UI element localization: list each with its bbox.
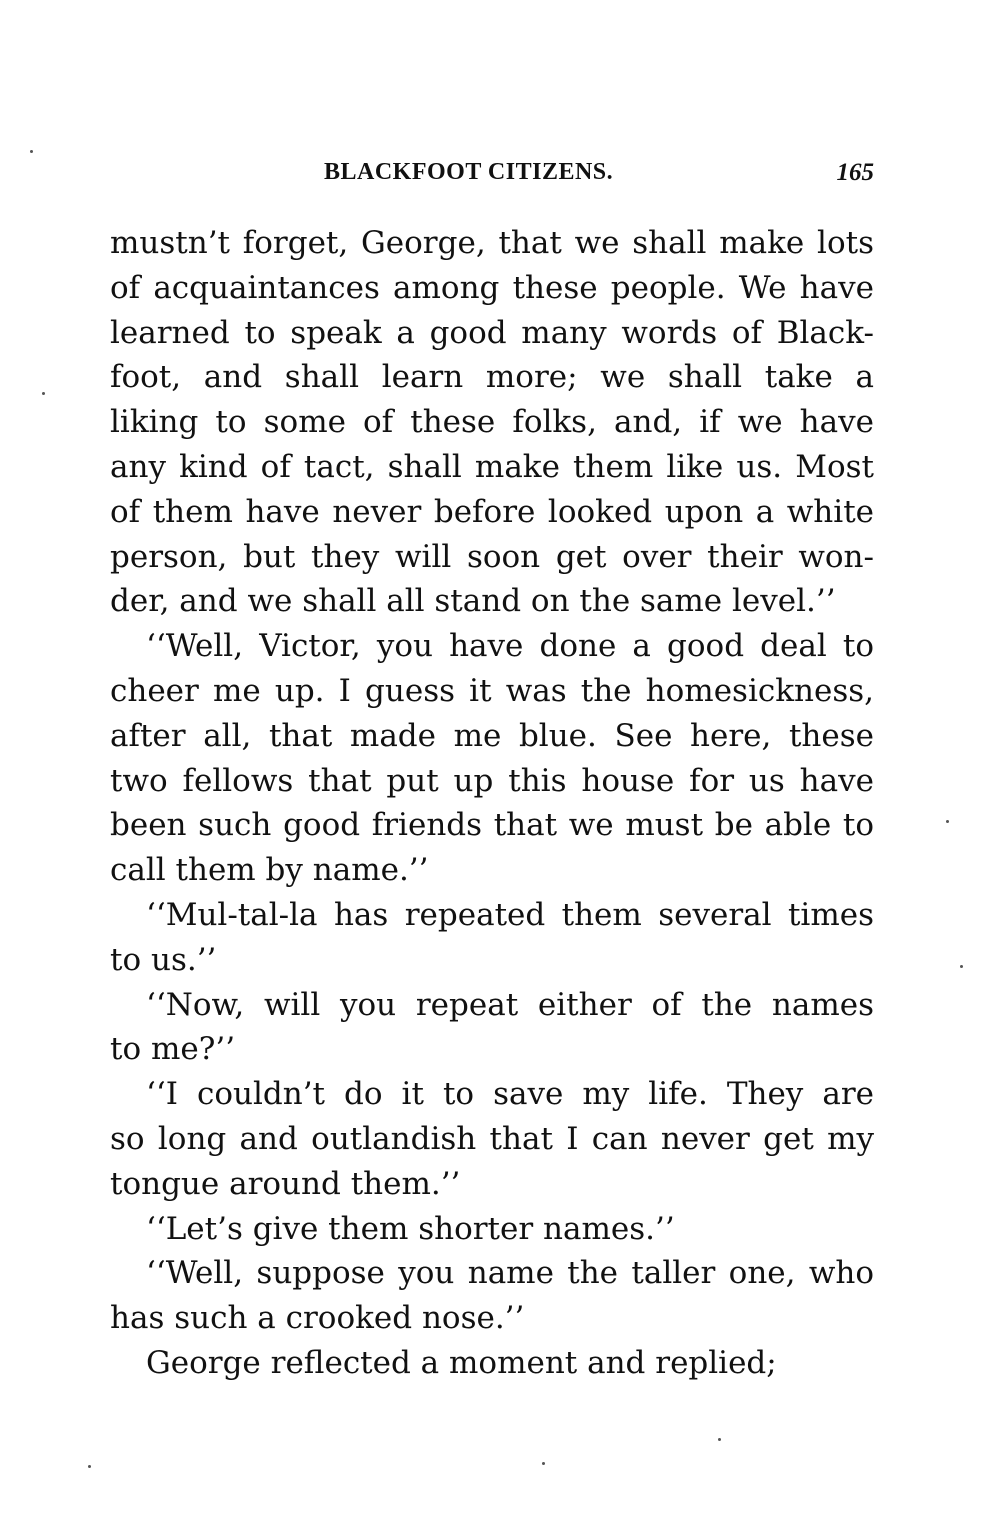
text-line: person, but they will soon get over their won- bbox=[110, 538, 874, 575]
text-line: so long and outlandish that I can never get my bbox=[110, 1120, 874, 1157]
page-number: 165 bbox=[836, 159, 874, 186]
text-line: call them by name.’’ bbox=[110, 852, 429, 889]
scan-speck bbox=[30, 150, 33, 153]
text-line: foot, and shall learn more; we shall take a bbox=[110, 359, 874, 396]
text-line: der, and we shall all stand on the same level.’’ bbox=[110, 583, 836, 620]
page-header bbox=[110, 155, 874, 195]
body-text bbox=[110, 221, 874, 1386]
text-line: mustn’t forget, George, that we shall make lots bbox=[110, 225, 874, 261]
scan-speck bbox=[542, 1462, 545, 1465]
text-line: ‘‘Well, Victor, you have done a good deal to bbox=[146, 628, 874, 665]
text-line: has such a crooked nose.’’ bbox=[110, 1300, 525, 1337]
text-line: ‘‘Well, suppose you name the taller one, who bbox=[146, 1255, 874, 1292]
text-line: George reflected a moment and replied; bbox=[146, 1344, 777, 1381]
text-line: learned to speak a good many words of Black- bbox=[110, 314, 874, 351]
text-line: of acquaintances among these people. We have bbox=[110, 269, 874, 306]
scan-speck bbox=[718, 1438, 721, 1441]
scan-speck bbox=[946, 820, 949, 823]
text-line: been such good friends that we must be able to bbox=[110, 807, 874, 844]
text-line: to us.’’ bbox=[110, 941, 217, 978]
text-line: tongue around them.’’ bbox=[110, 1165, 461, 1202]
text-line: any kind of tact, shall make them like us. Most bbox=[110, 448, 874, 485]
running-head: BLACKFOOT CITIZENS. bbox=[324, 159, 614, 185]
scan-speck bbox=[960, 965, 963, 968]
text-line: liking to some of these folks, and, if we have bbox=[110, 404, 874, 441]
scan-speck bbox=[88, 1465, 91, 1468]
text-line: cheer me up. I guess it was the homesickness, bbox=[110, 672, 874, 709]
text-line: ‘‘Let’s give them shorter names.’’ bbox=[146, 1210, 675, 1247]
text-line: two fellows that put up this house for us have bbox=[110, 762, 874, 799]
scan-speck bbox=[42, 392, 45, 395]
text-line: ‘‘Mul-tal-la has repeated them several times bbox=[146, 896, 874, 933]
text-line: of them have never before looked upon a white bbox=[110, 493, 874, 530]
text-line: ‘‘Now, will you repeat either of the names bbox=[146, 986, 874, 1023]
text-line: after all, that made me blue. See here, these bbox=[110, 717, 874, 754]
text-line: to me?’’ bbox=[110, 1031, 236, 1068]
text-line: ‘‘I couldn’t do it to save my life. They are bbox=[146, 1076, 874, 1113]
